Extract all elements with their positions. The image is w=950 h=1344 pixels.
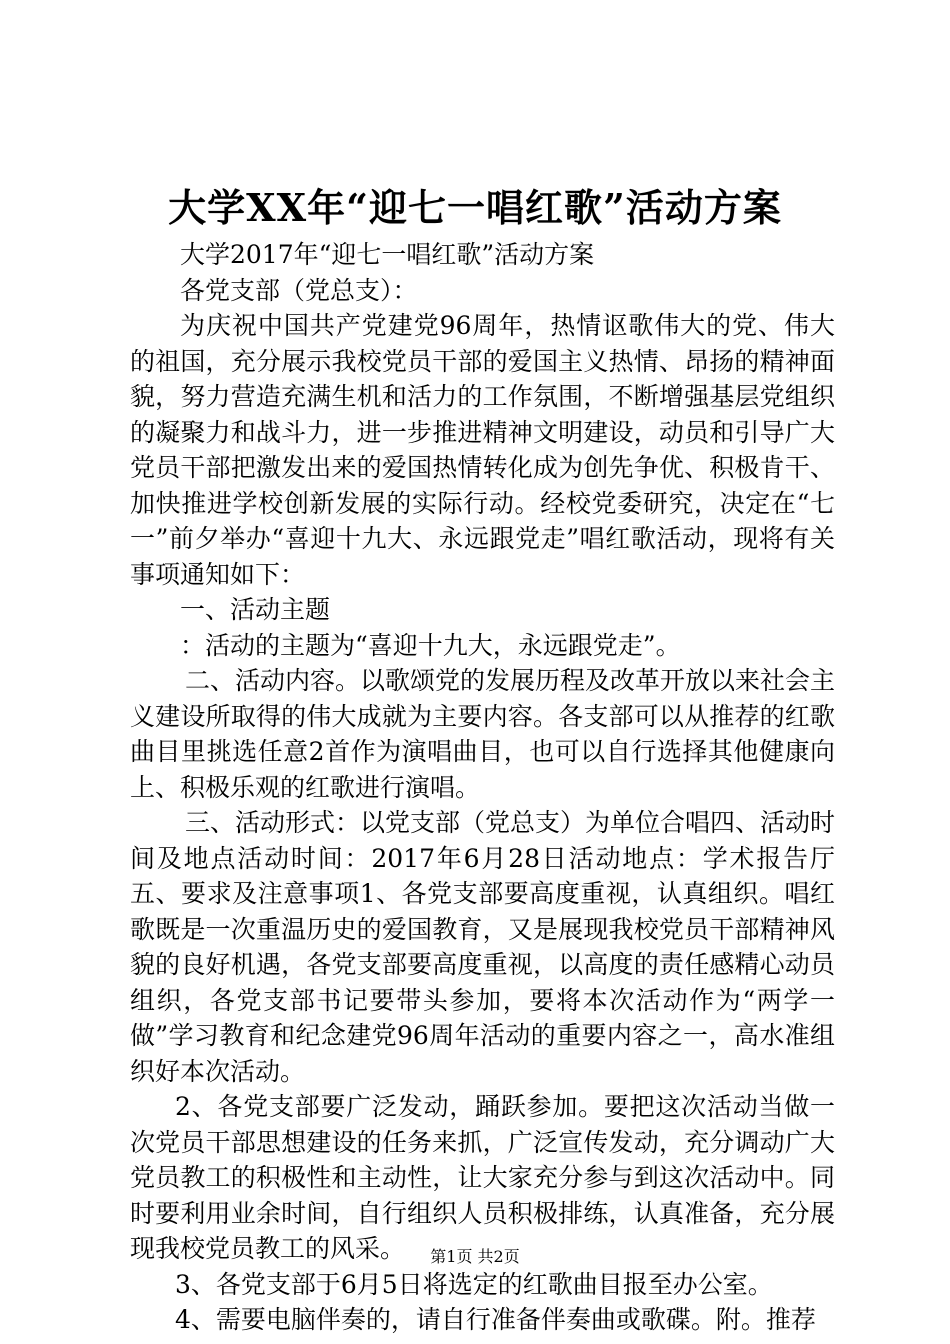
section-heading-theme: 一、活动主题 <box>180 595 331 624</box>
document-title: 大学XX年“迎七一唱红歌”活动方案 <box>168 185 782 230</box>
theme-paragraph: ：活动的主题为“喜迎十九大，永远跟党走”。 <box>180 630 681 660</box>
content-paragraph: 二、活动内容。以歌颂党的发展历程及改革开放以来社会主义建设所取得的伟大成就为主要内容。各支部可以从推荐的红歌曲目里挑选任意2首作为演唱曲目，也可以自行选择其他健康向上、积极乐观的红歌进行演唱。 <box>130 666 836 802</box>
document-subtitle-paragraph: 大学2017年“迎七一唱红歌”活动方案 <box>180 240 595 269</box>
requirement-4-paragraph: 4、需要电脑伴奏的，请自行准备伴奏曲或歌碟。附。推荐 <box>175 1305 816 1334</box>
requirement-2-paragraph: 2、各党支部要广泛发动，踊跃参加。要把这次活动当做一次党员干部思想建设的任务来抓，广泛宣传发动，充分调动广大党员教工的积极性和主动性，让大家充分参与到这次活动中。同时要利用业余时间，自行组织人员积极排练，认真准备，充分展现我校党员教工的风采。 <box>130 1092 835 1263</box>
intro-paragraph: 为庆祝中国共产党建党96周年，热情讴歌伟大的党、伟大的祖国，充分展示我校党员干部的爱国主义热情、昂扬的精神面貌，努力营造充满生机和活力的工作氛围，不断增强基层党组织的凝聚力和战斗力，进一步推进精神文明建设，动员和引导广大党员干部把激发出来的爱国热情转化成为创先争优、积极肯干、加快推进学校创新发展的实际行动。经校党委研究，决定在“七一”前夕举办“喜迎十九大、永远跟党走”唱红歌活动，现将有关事项通知如下： <box>130 311 835 589</box>
page-footer: 第1页 共2页 <box>430 1247 520 1266</box>
document-body <box>130 237 835 1338</box>
requirement-3-paragraph: 3、各党支部于6月5日将选定的红歌曲目报至办公室。 <box>175 1269 773 1299</box>
salutation-paragraph: 各党支部（党总支）： <box>180 275 418 305</box>
form-time-requirements-paragraph: 三、活动形式：以党支部（党总支）为单位合唱四、活动时间及地点活动时间：2017年6月28日活动地点：学术报告厅五、要求及注意事项1、各党支部要高度重视，认真组织。唱红歌既是一次重温历史的爱国教育，又是展现我校党员干部精神风貌的良好机遇，各党支部要高度重视，以高度的责任感精心动员组织，各党支部书记要带头参加，要将本次活动作为“两学一做”学习教育和纪念建党96周年活动的重要内容之一，高水准组织好本次活动。 <box>130 808 836 1086</box>
